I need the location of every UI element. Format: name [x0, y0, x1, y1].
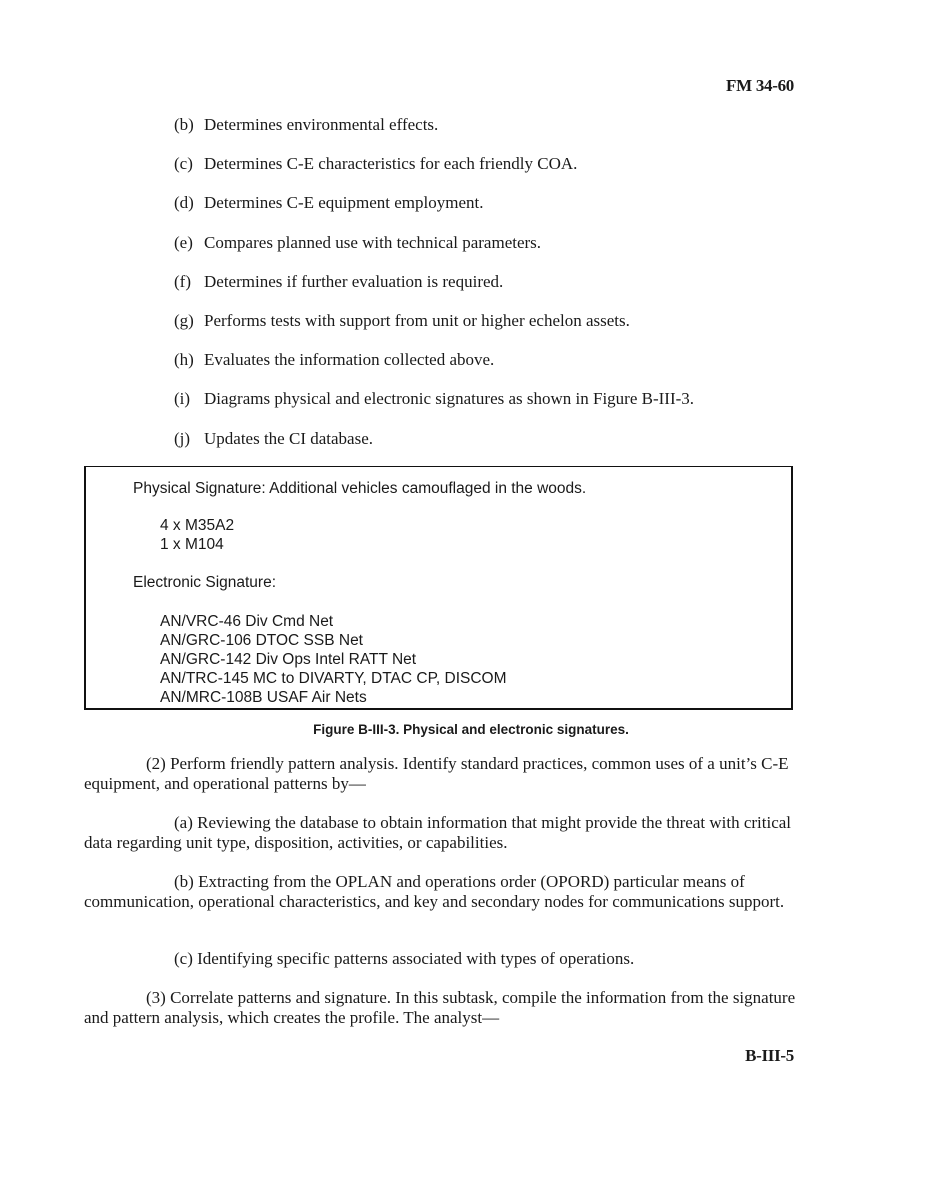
paragraph-2: (2) Perform friendly pattern analysis. Identify standard practices, common uses of a unit’s C-E equipment, and operational patterns by—: [84, 754, 789, 793]
item-text: Determines if further evaluation is required.: [204, 271, 504, 291]
item-marker: (c): [174, 154, 193, 174]
item-text: Evaluates the information collected above.: [204, 350, 495, 370]
item-marker: (b): [174, 115, 194, 134]
list-item: [174, 112, 694, 151]
item-marker: (j): [174, 428, 191, 448]
page-number: B-III-5: [745, 1046, 794, 1065]
list-item: [174, 426, 694, 465]
net-entry: AN/GRC-142 Div Ops Intel RATT Net: [160, 651, 417, 668]
list-item: [174, 386, 694, 425]
list-item: [174, 190, 694, 229]
item-marker: (f): [174, 271, 191, 291]
item-text: Performs tests with support from unit or higher echelon assets.: [204, 310, 630, 330]
item-marker: (i): [174, 389, 191, 409]
vehicle-entry: 1 x M104: [160, 536, 224, 553]
list-item: [174, 151, 694, 190]
paragraph-3: (3) Correlate patterns and signature. In this subtask, compile the information from the signature and pattern analysis, which creates the profile. The analyst—: [84, 988, 796, 1027]
net-entry: AN/VRC-46 Div Cmd Net: [160, 613, 334, 630]
paragraph-2a: (a) Reviewing the database to obtain information that might provide the threat with critical data regarding unit type, disposition, activities, or capabilities.: [84, 813, 792, 852]
item-marker: (g): [174, 310, 194, 330]
list-item: [174, 269, 694, 308]
document-id: FM 34-60: [726, 76, 794, 95]
list-item: [174, 230, 694, 269]
item-marker: (h): [174, 350, 194, 370]
item-text: Determines environmental effects.: [204, 115, 439, 134]
list-item: [174, 308, 694, 347]
signature-figure-box: [84, 466, 793, 710]
item-text: Compares planned use with technical parameters.: [204, 232, 542, 252]
item-marker: (d): [174, 193, 194, 213]
net-entry: AN/MRC-108B USAF Air Nets: [160, 689, 367, 706]
net-entry: AN/TRC-145 MC to DIVARTY, DTAC CP, DISCOM: [160, 670, 507, 687]
physical-signature-label: Physical Signature: Additional vehicles camouflaged in the woods.: [133, 480, 587, 497]
figure-caption: Figure B-III-3. Physical and electronic signatures.: [313, 722, 629, 737]
item-marker: (e): [174, 232, 193, 252]
paragraph-2b: (b) Extracting from the OPLAN and operations order (OPORD) particular means of communication, operational characteristics, and key and secondary nodes for communications support.: [84, 872, 785, 911]
paragraph-2c: (c) Identifying specific patterns associated with types of operations.: [174, 949, 635, 968]
vehicle-entry: 4 x M35A2: [160, 517, 235, 534]
item-text: Updates the CI database.: [204, 428, 373, 448]
item-text: Determines C-E equipment employment.: [204, 193, 484, 213]
item-text: Determines C-E characteristics for each friendly COA.: [204, 154, 578, 174]
net-entry: AN/GRC-106 DTOC SSB Net: [160, 632, 363, 649]
task-step-list: [174, 112, 694, 465]
electronic-signature-label: Electronic Signature:: [133, 574, 277, 591]
list-item: [174, 347, 694, 386]
item-text: Diagrams physical and electronic signatures as shown in Figure B-III-3.: [204, 389, 695, 409]
